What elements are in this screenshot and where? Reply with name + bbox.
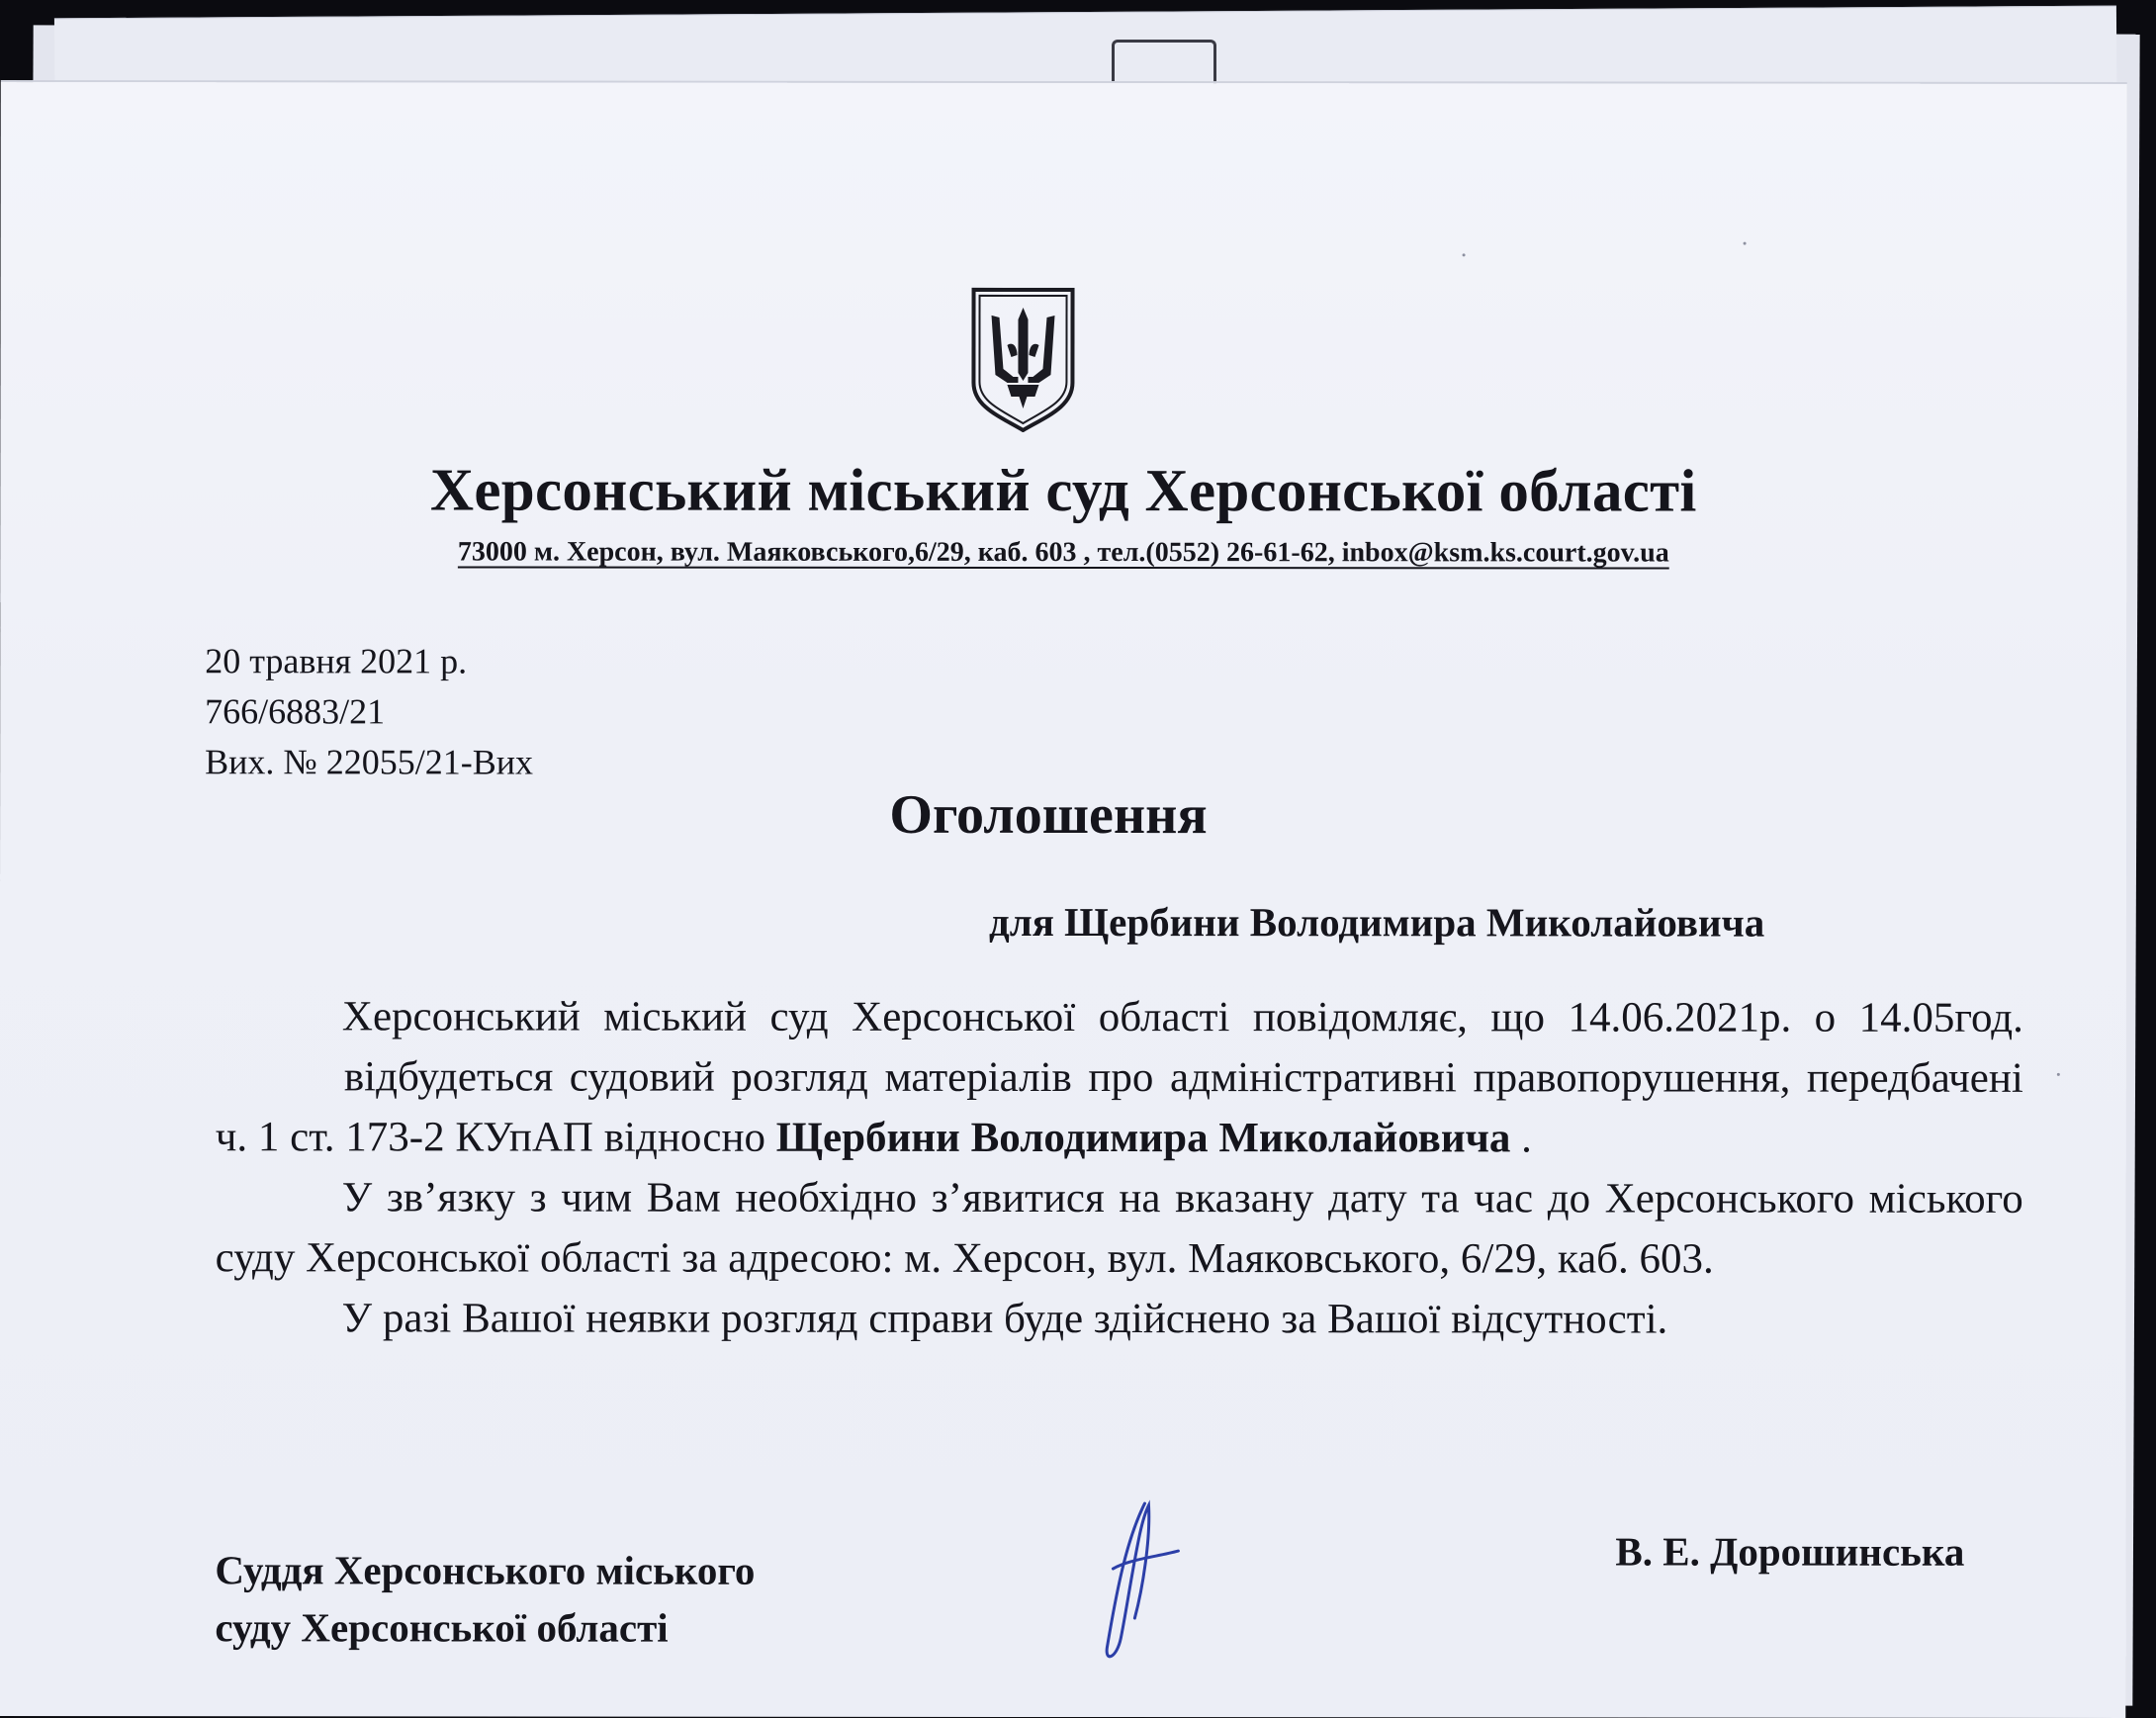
- outgoing-number: Вих. № 22055/21-Вих: [205, 742, 534, 782]
- defendant-name: Щербини Володимира Миколайовича: [775, 1114, 1511, 1162]
- handwritten-signature: [1087, 1499, 1186, 1668]
- paragraph-absence: У разі Вашої неявки розгляд справи буде здійснено за Вашої відсутності.: [341, 1295, 1668, 1343]
- document-date: 20 травня 2021 р.: [205, 641, 468, 681]
- trident-emblem-icon: [967, 286, 1078, 432]
- paper-speck: [1463, 253, 1466, 256]
- notice-body: [216, 986, 2023, 1350]
- court-notice-page: [0, 82, 2127, 1718]
- notice-recipient-text: для Щербини Володимира Миколайовича: [988, 898, 1765, 946]
- judge-title-line1: Суддя Херсонського міського: [215, 1547, 756, 1593]
- paper-speck: [1744, 242, 1747, 245]
- judge-name: В. Е. Дорошинська: [1615, 1528, 1965, 1575]
- court-address: 73000 м. Херсон, вул. Маяковського,6/29, каб. 603 , тел.(0552) 26-61-62, inbox@ksm.ks.court.gov.ua: [457, 536, 1669, 569]
- paper-speck: [2057, 1073, 2060, 1076]
- paragraph-summons: У зв’язку з чим Вам необхідно з’явитися на вказану дату та час до Херсонського міського суду Херсонської області за адресою: м. Херсон, вул. Маяковського, 6/29, каб. 603.: [215, 1174, 2023, 1283]
- paragraph-end: .: [1510, 1115, 1532, 1162]
- court-name: Херсонський міський суд Херсонської області: [430, 457, 1697, 525]
- judge-title: [215, 1541, 755, 1656]
- judge-title-line2: суду Херсонської області: [215, 1604, 669, 1651]
- document-meta: [205, 636, 533, 787]
- notice-title: Оголошення: [889, 783, 1208, 847]
- hearing-date-text: Херсонський міський суд Херсонської області повідомляє, що 14.06.2021р. о 14.05год.: [341, 993, 2023, 1041]
- hearing-subject-text: відбудеться судовий розгляд матеріалів про адміністративні правопорушення, передбачені ч. 1 ст. 173-2 КУпАП відносно: [215, 1053, 2023, 1161]
- notice-recipient: [0, 897, 1938, 947]
- paragraph-hearing: [216, 986, 2023, 1169]
- case-number: 766/6883/21: [205, 691, 386, 732]
